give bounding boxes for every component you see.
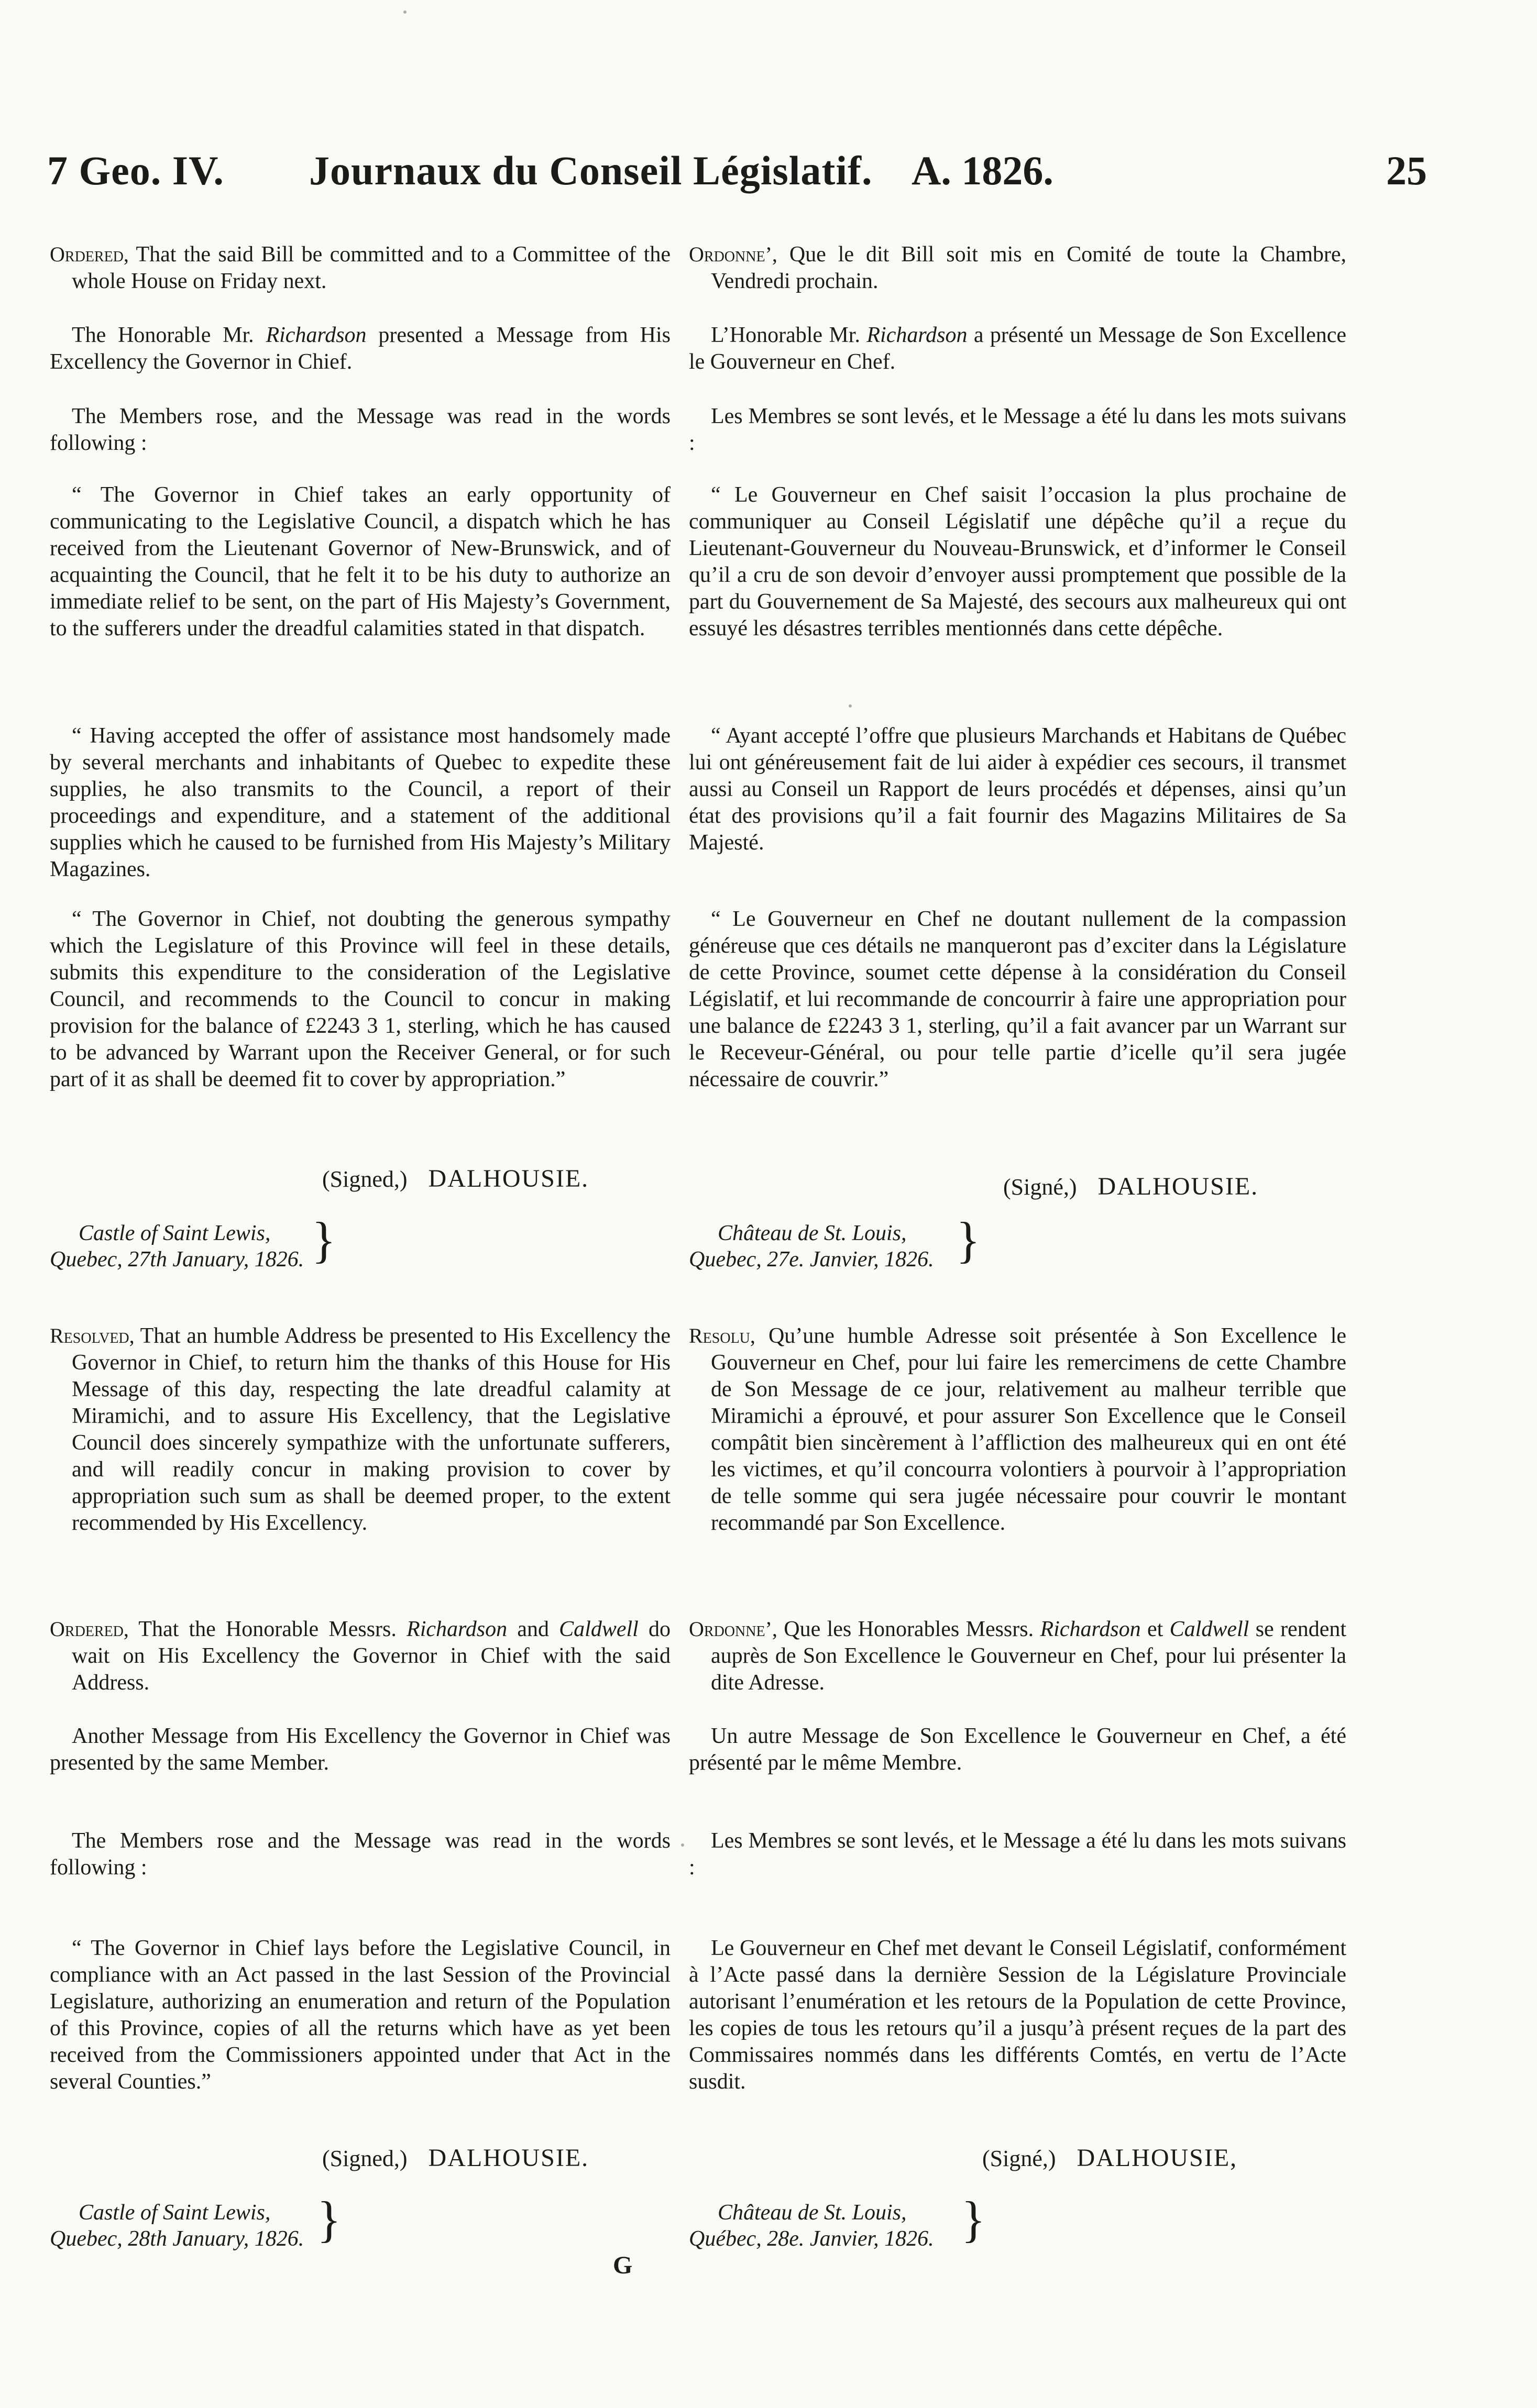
entry-text: Que les Honorables Messrs. [777,1617,1040,1641]
dateline-fr-2 [689,2200,934,2252]
entry-members-rose: The Members rose, and the Message was read in the words following : [50,404,671,455]
message-paragraph-2: “ Having accepted the offer of assistance most handsomely made by several merchants and inhabitants of Quebec to expedite these supplies, he also transmits to the Council, a report of their proceedings and expenditure, and a statement of the additional supplies which he caused to be furnished from His Majesty’s Military Magazines. [50,724,671,881]
signature-1 [322,1165,589,1192]
entry-lead: Ordered, [50,1617,129,1641]
brace-glyph: } [312,1212,336,1268]
print-speck [681,1843,684,1847]
entry-text: L’Honorable Mr. [711,323,867,347]
dateline-1 [50,1220,304,1273]
print-speck [403,10,407,14]
signed-label: (Signed,) [322,1166,408,1192]
message-paragraphe-2: “ Ayant accepté l’offre que plusieurs Marchands et Habitans de Québec lui ont généreusement fait de lui aider à expédier ces secours, il transmet aussi au Conseil un Rapport de leurs procédés et dépenses, ainsi qu’un état des provisions qu’il a fait fournir des Magazins Militaires de Sa Majesté. [689,724,1346,855]
signature-fr-2 [982,2145,1237,2172]
message-paragraphe-3: “ Le Gouverneur en Chef ne doutant nullement de la compassion généreuse que ces détails ne manqueront pas d’exciter dans la Législature de cette Province, soumet cette dépense à la considération du Conseil Législatif, et lui recommande de concourrir à faire une appropriation pour une balance de £2243 3 1, sterling, qu’il a fait avancer par un Warrant sur le Receveur-Général, ou pour telle partie d’icelle qu’il sera jugée nécessaire de couvrir.” [689,907,1346,1091]
message-paragraph-1: “ The Governor in Chief takes an early opportunity of communicating to the Legislative Council, a dispatch which he has received from the Lieutenant Governor of New-Brunswick, and of acquainting the Council, that he felt it to be his duty to authorize an immediate relief to be sent, on the part of His Majesty’s Government, to the sufferers under the dreadful calamities stated in that dispatch. [50,483,671,640]
entry-resolved [50,1322,671,1537]
entry-membres-leves-2: Les Membres se sont levés, et le Message a été lu dans les mots suivans : [689,1829,1346,1880]
entry-text: Que le dit Bill soit mis en Comité de toute la Chambre, Vendredi prochain. [711,242,1346,293]
entry-lead: Resolved, [50,1324,135,1347]
entry-text: et [1140,1617,1170,1641]
entry-text: se rendent auprès de Son Excellence le Gouverneur en Chef, pour lui présenter la dite Adresse. [711,1617,1347,1695]
entry-members-rose-2: The Members rose and the Message was read in the words following : [50,1829,671,1880]
message-paragraph-4: “ The Governor in Chief lays before the Legislative Council, in compliance with an Act passed in the last Session of the Provincial Legislature, authorizing an enumeration and return of the Population of this Province, copies of all the returns which have as yet been received from the Commissioners appointed under that Act in the several Counties.” [50,1936,671,2094]
entry-ordonne-adresse [689,1616,1346,1696]
signed-label: (Signed,) [322,2146,408,2171]
message-paragraphe-1: “ Le Gouverneur en Chef saisit l’occasion la plus prochaine de communiquer au Conseil Législatif une dépêche qu’il a reçue du Lieutenant-Gouverneur du Nouveau-Brunswick, et d’informer le Conseil qu’il a cru de son devoir d’envoyer aussi promptement que possible de la part du Gouvernement de Sa Majesté, des secours aux malheureux qui ont essuyé les désastres terribles mentionnés dans cette dépêche. [689,483,1346,640]
signed-label: (Signé,) [1003,1174,1077,1200]
dateline-date: Quebec, 28th January, 1826. [50,2227,304,2251]
reign-label: 7 Geo. IV. [47,148,224,193]
entry-ordonne-comite [689,241,1346,295]
entry-text: presented a Message from His Excellency the Governor in Chief. [50,323,671,374]
journal-title: Journaux du Conseil Législatif. [309,148,873,193]
dateline-place: Castle of Saint Lewis, [79,2201,271,2225]
entry-another-message: Another Message from His Excellency the Governor in Chief was presented by the same Member. [50,1724,671,1775]
signature-2 [322,2145,589,2172]
running-header [47,148,1427,204]
entry-ordered-committee [50,241,671,295]
dateline-date: Québec, 28e. Janvier, 1826. [689,2227,934,2251]
brace-glyph: } [961,2191,986,2247]
dateline-fr-1 [689,1220,934,1273]
member-name: Richardson [1040,1617,1141,1641]
member-name: Richardson [407,1617,508,1641]
entry-resolu [689,1322,1346,1537]
message-paragraphe-4: Le Gouverneur en Chef met devant le Conseil Législatif, conformément à l’Acte passé dans la dernière Session de la Législature Provinciale autorisant l’enumération et les retours de la Population de cette Province, les copies de tous les retours qu’il a jusqu’à présent reçues de la part des Commissaires nommés dans les différents Comtés, en vertu de l’Acte susdit. [689,1936,1346,2094]
entry-lead: Ordered, [50,242,129,266]
member-name: Richardson [866,323,968,347]
entry-membres-leves: Les Membres se sont levés, et le Message a été lu dans les mots suivans : [689,404,1346,455]
entry-text: a présenté un Message de Son Excellence le Gouverneur en Chef. [689,323,1346,374]
entry-message-presented [50,322,671,375]
signature-fr-1 [1003,1173,1258,1200]
entry-text: Qu’une humble Adresse soit présentée à Son Excellence le Gouverneur en Chef, pour lui faire les remercimens de cette Chambre de Son Message de ce jour, relativement au malheur terrible que Miramichi a éprouvé, et pour assurer Son Excellence que le Conseil compâtit bien sincèrement à l’affliction des malheureux qui en ont été les victimes, et qu’il concourra volontiers à pourvoir à l’appropriation de telle somme qui sera jugée nécessaire pour couvrir le montant recommandé par Son Excellence. [711,1324,1346,1535]
brace-glyph: } [317,2191,342,2247]
year-label: A. 1826. [912,148,1053,193]
entry-lead: Ordonne’, [689,242,777,266]
signer-name: DALHOUSIE. [1097,1173,1259,1200]
entry-text: That the said Bill be committed and to a Committee of the whole House on Friday next. [72,242,671,293]
signer-name: DALHOUSIE, [1077,2144,1238,2172]
member-name: Caldwell [559,1617,639,1641]
signer-name: DALHOUSIE. [428,2144,589,2172]
entry-text: do wait on His Excellency the Governor in Chief with the said Address. [72,1617,671,1695]
dateline-place: Château de St. Louis, [718,1221,907,1245]
member-name: Caldwell [1169,1617,1249,1641]
entry-lead: Resolu, [689,1324,755,1347]
dateline-2 [50,2200,304,2252]
dateline-date: Quebec, 27th January, 1826. [50,1247,304,1272]
entry-text: The Honorable Mr. [72,323,266,347]
dateline-place: Castle of Saint Lewis, [79,1221,271,1245]
print-speck [849,704,852,708]
entry-lead: Ordonne’, [689,1617,777,1641]
page-number: 25 [1386,148,1427,193]
entry-text: and [507,1617,559,1641]
brace-glyph: } [956,1212,981,1268]
entry-autre-message: Un autre Message de Son Excellence le Gouverneur en Chef, a été présenté par le même Membre. [689,1724,1346,1775]
signed-label: (Signé,) [982,2146,1056,2171]
entry-text: That the Honorable Messrs. [128,1617,407,1641]
member-name: Richardson [266,323,367,347]
entry-text: That an humble Address be presented to His Excellency the Governor in Chief, to return him the thanks of this House for His Message of this day, respecting the late dreadful calamity at Miramichi, and to assure His Excellency, that the Legislative Council does sincerely sympathize with the unfortunate sufferers, and will readily concur in making provision to cover by appropriation such sum as shall be deemed proper, to the extent recommended by His Excellency. [72,1324,671,1535]
signature-mark: G [613,2251,633,2279]
dateline-date: Quebec, 27e. Janvier, 1826. [689,1247,934,1272]
dateline-place: Château de St. Louis, [718,2201,907,2225]
entry-ordered-address [50,1616,671,1696]
message-paragraph-3: “ The Governor in Chief, not doubting the generous sympathy which the Legislature of this Province will feel in these details, submits this expenditure to the consideration of the Legislative Council, and recommends to the Council to concur in making provision for the balance of £2243 3 1, sterling, which he has caused to be advanced by Warrant upon the Receiver General, or for such part of it as shall be deemed fit to cover by appropriation.” [50,907,671,1091]
signer-name: DALHOUSIE. [428,1165,589,1192]
entry-message-presente [689,322,1346,375]
